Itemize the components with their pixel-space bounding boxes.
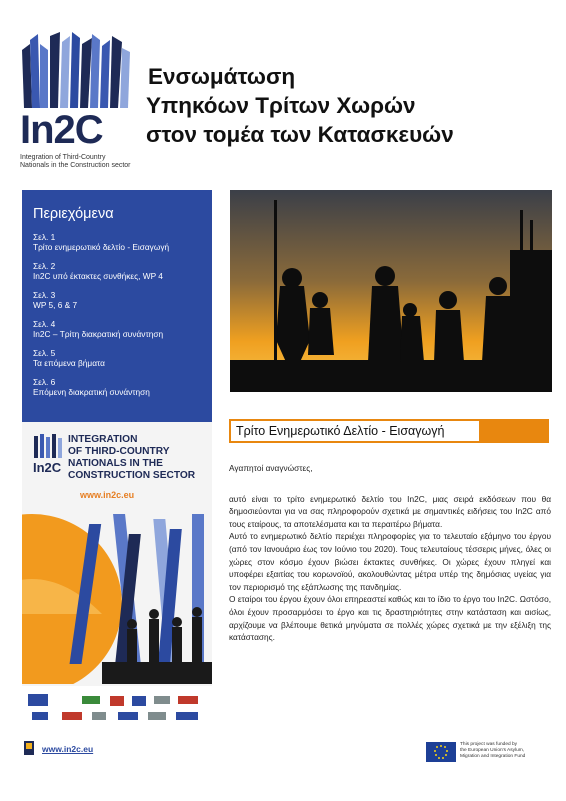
toc-page: Σελ. 2 (33, 261, 56, 271)
toc-label: In2C – Τρίτη διακρατική συνάντηση (33, 329, 164, 339)
toc-page: Σελ. 4 (33, 319, 56, 329)
toc-item[interactable] (33, 377, 202, 397)
toc-page: Σελ. 5 (33, 348, 56, 358)
paragraph-1: αυτό είναι το τρίτο ενημερωτικό δελτίο του In2C, μιας σειρά εκδόσεων που θα δημοσιεύονται για να σας πληροφορούν σχετικά με σημαντικές ειδήσεις του In2C από τους εταίρους, τα αποτελέσματα και τα περαιτέρω βήματα. (229, 493, 551, 529)
greeting: Αγαπητοί αναγνώστες, (229, 463, 313, 473)
toc-item[interactable] (33, 232, 202, 252)
construction-workers-photo (230, 190, 552, 392)
toc-label: Τα επόμενα βήματα (33, 358, 105, 368)
poster-heading: INTEGRATION OF THIRD-COUNTRY NATIONALS IN THE CONSTRUCTION SECTOR (68, 434, 196, 481)
section-header-bar (229, 419, 549, 443)
intro-body (229, 462, 551, 644)
eu-flag-icon (426, 742, 456, 762)
logo-subtitle: Integration of Third-Country Nationals in the Construction sector (20, 154, 131, 169)
page-title (146, 62, 556, 149)
title-line-3: στον τομέα των Κατασκευών (146, 122, 454, 147)
toc-page: Σελ. 3 (33, 290, 56, 300)
paragraph-2: Αυτό το ενημερωτικό δελτίο περιέχει πληροφορίες για το τελευταίο εξάμηνο του έργου (από τον Ιανουάριο έως τον Ιούνιο του 2020). Τους τελευταίους τέσσερις μήνες, όλες οι χώρες στον κόσμο έχουν βιώσει έκτακτες συνθήκες. Οι χώρες έχουν πληγεί και υποφέρει εξαιτίας του κορωνοϊού, ακολουθώντας μέτρα υπέρ της δημόσιας υγείας για τον περιορισμό της εξάπλωσης της πανδημίας. (229, 531, 551, 592)
toc-label: Επόμενη διακρατική συνάντηση (33, 387, 150, 397)
partner-logos (22, 686, 212, 726)
toc-label: WP 5, 6 & 7 (33, 300, 78, 310)
poster-logo-icon (32, 434, 66, 478)
footer-logo-icon (24, 741, 34, 755)
toc-page: Σελ. 6 (33, 377, 56, 387)
contents-heading: Περιεχόμενα (33, 206, 114, 222)
toc-item[interactable] (33, 290, 202, 310)
contents-sidebar (22, 190, 212, 422)
toc-page: Σελ. 1 (33, 232, 56, 242)
logo-wordmark: In2C (20, 108, 103, 152)
project-poster (22, 422, 212, 726)
title-line-1: Ενσωμάτωση (148, 64, 296, 89)
toc-label: Τρίτο ενημερωτικό δελτίο - Εισαγωγή (33, 242, 170, 252)
in2c-logo (20, 30, 132, 170)
title-line-2: Υπηκόων Τρίτων Χωρών (146, 93, 416, 118)
footer-website-link[interactable]: www.in2c.eu (42, 744, 94, 754)
section-title: Τρίτο Ενημερωτικό Δελτίο - Εισαγωγή (231, 421, 479, 441)
partner-logos-graphic (22, 686, 212, 726)
toc-item[interactable] (33, 261, 202, 281)
eu-funding-note: This project was funded by the European Union's Asylum, Migration and Integration Fund (460, 742, 526, 759)
poster-url: www.in2c.eu (80, 490, 135, 500)
paragraph-3: Ο εταίροι του έργου έχουν όλοι επηρεαστεί καθώς και το ίδιο το έργο του In2C. Ωστόσο, όλοι έχουν προσαρμόσει το έργο και τις δραστηριότητες στην κατάσταση και αισίως, αρχίζουμε να βλέπουμε θετικά μηνύματα σε πολλές χώρες σχετικά με την εξέλιξη της κατάστασης. (229, 594, 551, 643)
logo-bars-graphic (20, 30, 132, 108)
toc-label: In2C υπό έκτακτες συνθήκες, WP 4 (33, 271, 163, 281)
toc-item[interactable] (33, 348, 202, 368)
svg-text:In2C: In2C (33, 460, 62, 475)
toc-item[interactable] (33, 319, 202, 339)
poster-illustration (22, 504, 212, 684)
